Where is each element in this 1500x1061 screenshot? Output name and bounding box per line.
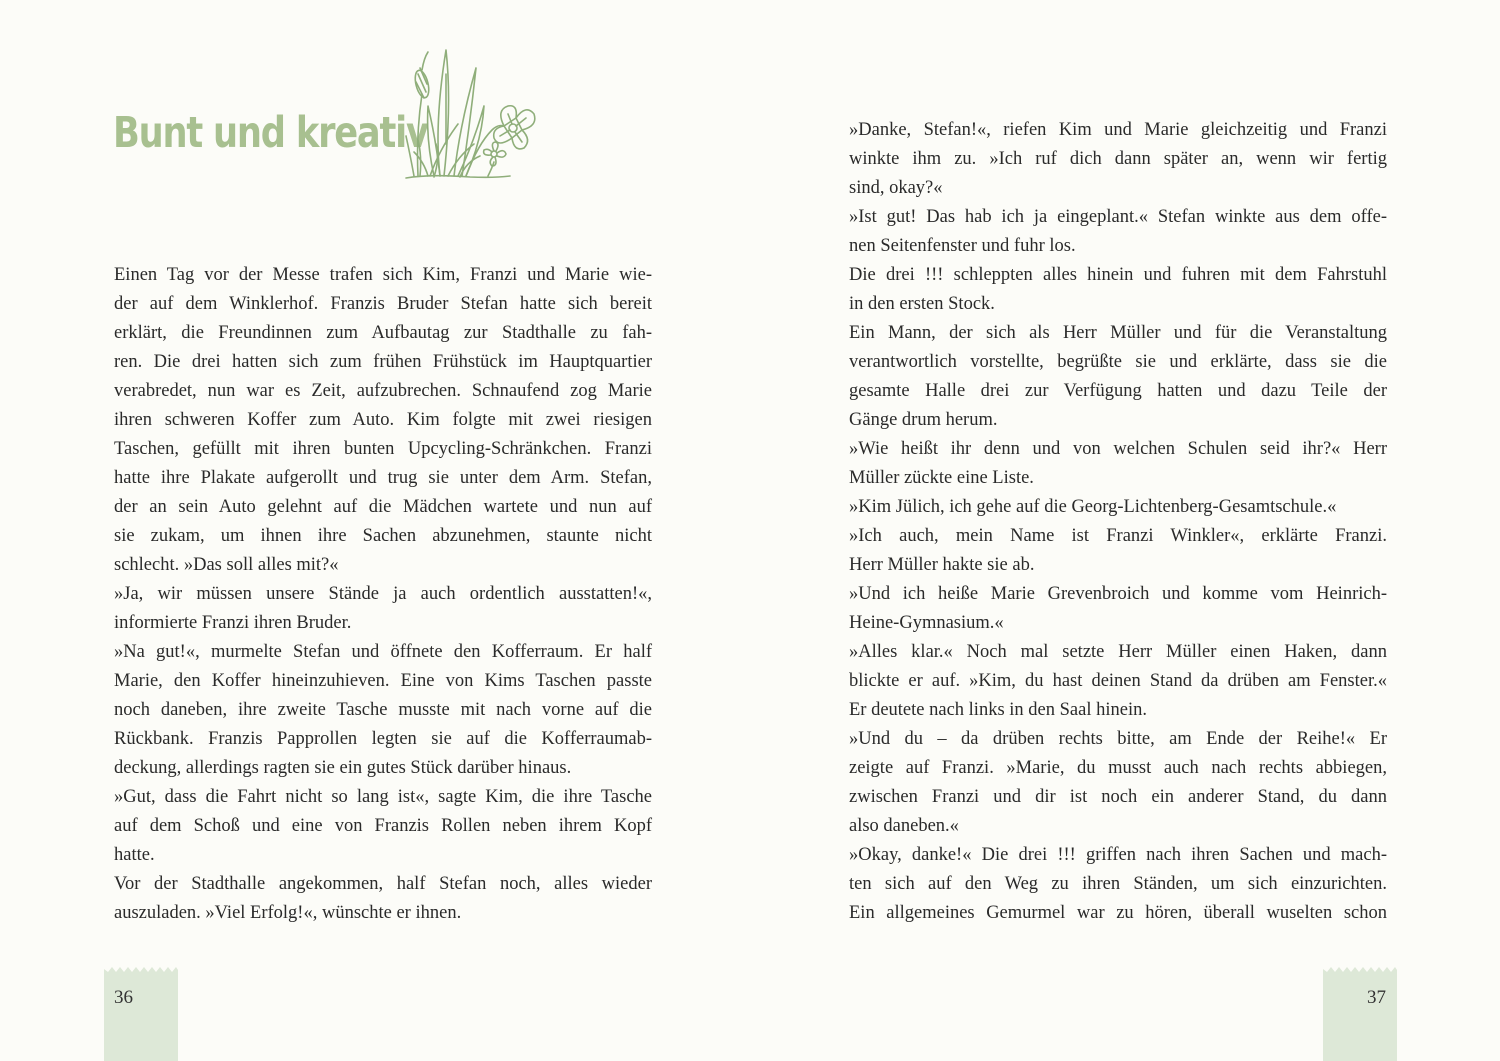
text-line: Die drei !!! schleppten alles hinein und fuhren mit dem Fahrstuhl <box>849 265 1387 285</box>
text-line: auszuladen. »Viel Erfolg!«, wünschte er ihnen. <box>114 903 462 923</box>
text-line: Rückbank. Franzis Papprollen legten sie auf die Kofferraumab- <box>114 729 652 749</box>
text-line: »Ja, wir müssen unsere Stände ja auch ordentlich ausstatten!«, <box>114 584 652 604</box>
text-line: winkte ihm zu. »Ich ruf dich dann später an, wenn wir fertig <box>849 149 1387 169</box>
text-line: also daneben.« <box>849 816 959 836</box>
right-body-text <box>849 116 1387 928</box>
text-line: »Ich auch, mein Name ist Franzi Winkler«, erklärte Franzi. <box>849 526 1387 546</box>
text-line: der an sein Auto gelehnt auf die Mädchen wartete und nun auf <box>114 497 652 517</box>
text-line: Ein Mann, der sich als Herr Müller und für die Veranstaltung <box>849 323 1387 343</box>
text-line: der auf dem Winklerhof. Franzis Bruder Stefan hatte sich bereit <box>114 294 652 314</box>
text-line: Heine-Gymnasium.« <box>849 613 1004 633</box>
text-line: Er deutete nach links in den Saal hinein. <box>849 700 1147 720</box>
text-line: »Alles klar.« Noch mal setzte Herr Müller einen Haken, dann <box>849 642 1387 662</box>
text-line: Gänge drum herum. <box>849 410 998 430</box>
text-line: »Und ich heiße Marie Grevenbroich und komme vom Heinrich- <box>849 584 1387 604</box>
text-line: ren. Die drei hatten sich zum frühen Frühstück im Hauptquartier <box>114 352 652 372</box>
text-line: »Und du – da drüben rechts bitte, am Ende der Reihe!« Er <box>849 729 1387 749</box>
text-line: deckung, allerdings ragten sie ein gutes Stück darüber hinaus. <box>114 758 572 778</box>
chapter-title: Bunt und kreativ <box>113 108 428 158</box>
page-number-right: 37 <box>1367 987 1386 1008</box>
text-line: »Kim Jülich, ich gehe auf die Georg-Lichtenberg-Gesamtschule.« <box>849 497 1337 517</box>
text-line: »Na gut!«, murmelte Stefan und öffnete den Kofferraum. Er half <box>114 642 652 662</box>
text-line: Marie, den Koffer hineinzuhieven. Eine von Kims Taschen passte <box>114 671 652 691</box>
text-line: Taschen, gefüllt mit ihren bunten Upcycling-Schränkchen. Franzi <box>114 439 652 459</box>
page-tab-right <box>1323 972 1397 1061</box>
text-line: nen Seitenfenster und fuhr los. <box>849 236 1076 256</box>
text-line: »Gut, dass die Fahrt nicht so lang ist«, sagte Kim, die ihre Tasche <box>114 787 652 807</box>
text-line: zwischen Franzi und dir ist noch ein anderer Stand, du dann <box>849 787 1387 807</box>
text-line: »Ist gut! Das hab ich ja eingeplant.« Stefan winkte aus dem offe- <box>849 207 1387 227</box>
text-line: Müller zückte eine Liste. <box>849 468 1034 488</box>
text-line: sie zukam, um ihnen ihre Sachen abzunehmen, staunte nicht <box>114 526 652 546</box>
text-line: verabredet, nun war es Zeit, aufzubrechen. Schnaufend zog Marie <box>114 381 652 401</box>
text-line: Herr Müller hakte sie ab. <box>849 555 1035 575</box>
text-line: blickte er auf. »Kim, du hast deinen Stand da drüben am Fenster.« <box>849 671 1387 691</box>
text-line: ihren schweren Koffer zum Auto. Kim folgte mit zwei riesigen <box>114 410 652 430</box>
text-line: Ein allgemeines Gemurmel war zu hören, überall wuselten schon <box>849 903 1387 923</box>
text-line: informierte Franzi ihren Bruder. <box>114 613 352 633</box>
page-tab-left <box>104 972 178 1061</box>
text-line: sind, okay?« <box>849 178 943 198</box>
text-line: in den ersten Stock. <box>849 294 995 314</box>
text-line: »Wie heißt ihr denn und von welchen Schulen seid ihr?« Herr <box>849 439 1387 459</box>
text-line: noch daneben, ihre zweite Tasche musste mit nach vorne auf die <box>114 700 652 720</box>
text-line: »Okay, danke!« Die drei !!! griffen nach ihren Sachen und mach- <box>849 845 1387 865</box>
meadow-plant-icon <box>400 44 540 184</box>
text-line: Einen Tag vor der Messe trafen sich Kim, Franzi und Marie wie- <box>114 265 652 285</box>
text-line: hatte ihre Plakate aufgerollt und trug sie unter dem Arm. Stefan, <box>114 468 652 488</box>
text-line: »Danke, Stefan!«, riefen Kim und Marie gleichzeitig und Franzi <box>849 120 1387 140</box>
text-line: verantwortlich vorstellte, begrüßte sie und erklärte, dass sie die <box>849 352 1387 372</box>
left-body-text <box>114 261 652 928</box>
text-line: zeigte auf Franzi. »Marie, du musst auch nach rechts abbiegen, <box>849 758 1387 778</box>
text-line: hatte. <box>114 845 155 865</box>
text-line: ten sich auf den Weg zu ihren Ständen, um sich einzurichten. <box>849 874 1387 894</box>
text-line: gesamte Halle drei zur Verfügung hatten und dazu Teile der <box>849 381 1387 401</box>
text-line: schlecht. »Das soll alles mit?« <box>114 555 339 575</box>
text-line: erklärt, die Freundinnen zum Aufbautag zur Stadthalle zu fah- <box>114 323 652 343</box>
text-line: auf dem Schoß und eine von Franzis Rollen neben ihrem Kopf <box>114 816 652 836</box>
text-line: Vor der Stadthalle angekommen, half Stefan noch, alles wieder <box>114 874 652 894</box>
page-number-left: 36 <box>114 987 133 1008</box>
